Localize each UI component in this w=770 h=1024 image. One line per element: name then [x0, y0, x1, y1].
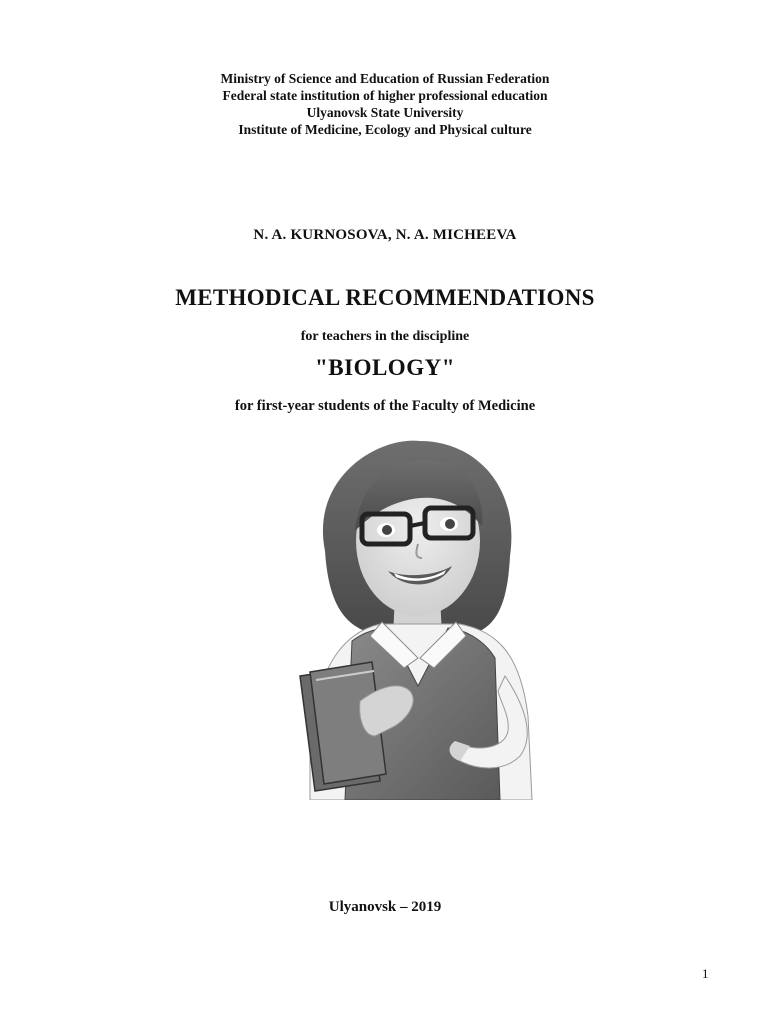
university-line: Ulyanovsk State University — [306, 105, 464, 120]
document-title: METHODICAL RECOMMENDATIONS — [175, 285, 595, 310]
ministry-line: Ministry of Science and Education of Russian Federation — [220, 71, 550, 86]
subtitle-discipline-intro: for teachers in the discipline — [300, 329, 470, 344]
discipline-name: "BIOLOGY" — [315, 355, 455, 380]
teacher-illustration — [270, 436, 560, 800]
institution-type-line: Federal state institution of higher professional education — [222, 88, 548, 103]
city-year: Ulyanovsk – 2019 — [328, 899, 442, 915]
page-number: 1 — [702, 966, 709, 981]
target-audience: for first-year students of the Faculty of Medicine — [234, 398, 536, 414]
institute-line: Institute of Medicine, Ecology and Physical culture — [238, 122, 532, 137]
authors: N. A. KURNOSOVA, N. A. MICHEEVA — [253, 227, 517, 243]
institution-header — [0, 70, 770, 138]
